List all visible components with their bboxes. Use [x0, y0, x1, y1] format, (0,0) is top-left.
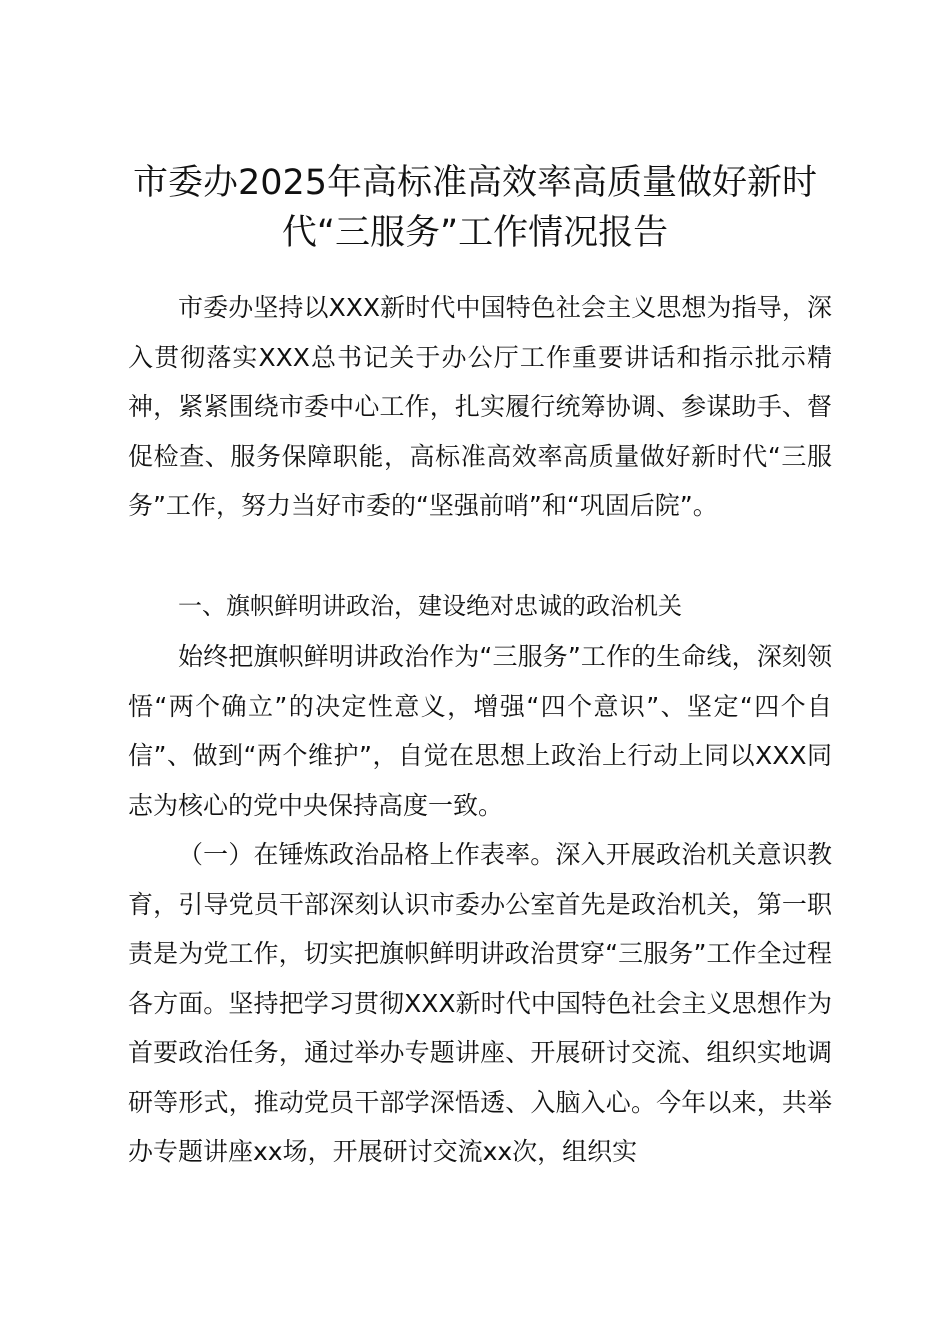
- section-1-paragraph: 始终把旗帜鲜明讲政治作为“三服务”工作的生命线，深刻领悟“两个确立”的决定性意义，增强“四个意识”、坚定“四个自信”、做到“两个维护”，自觉在思想上政治上行动上同以XXX同志为核心的党中央保持高度一致。: [128, 642, 832, 820]
- document-title: 市委办2025年高标准高效率高质量做好新时代“三服务”工作情况报告: [132, 163, 818, 253]
- section-heading-1: 一、旗帜鲜明讲政治，建设绝对忠诚的政治机关: [178, 592, 682, 620]
- intro-paragraph: 市委办坚持以XXX新时代中国特色社会主义思想为指导，深入贯彻落实XXX总书记关于办公厅工作重要讲话和指示批示精神，紧紧围绕市委中心工作，扎实履行统筹协调、参谋助手、督促检查、服务保障职能，高标准高效率高质量做好新时代“三服务”工作，努力当好市委的“坚强前哨”和“巩固后院”。: [128, 293, 832, 520]
- subsection-1-paragraph: （一）在锤炼政治品格上作表率。深入开展政治机关意识教育，引导党员干部深刻认识市委办公室首先是政治机关，第一职责是为党工作，切实把旗帜鲜明讲政治贯穿“三服务”工作全过程各方面。坚持把学习贯彻XXX新时代中国特色社会主义思想作为首要政治任务，通过举办专题讲座、开展研讨交流、组织实地调研等形式，推动党员干部学深悟透、入脑入心。今年以来，共举办专题讲座xx场，开展研讨交流xx次，组织实: [128, 840, 832, 1166]
